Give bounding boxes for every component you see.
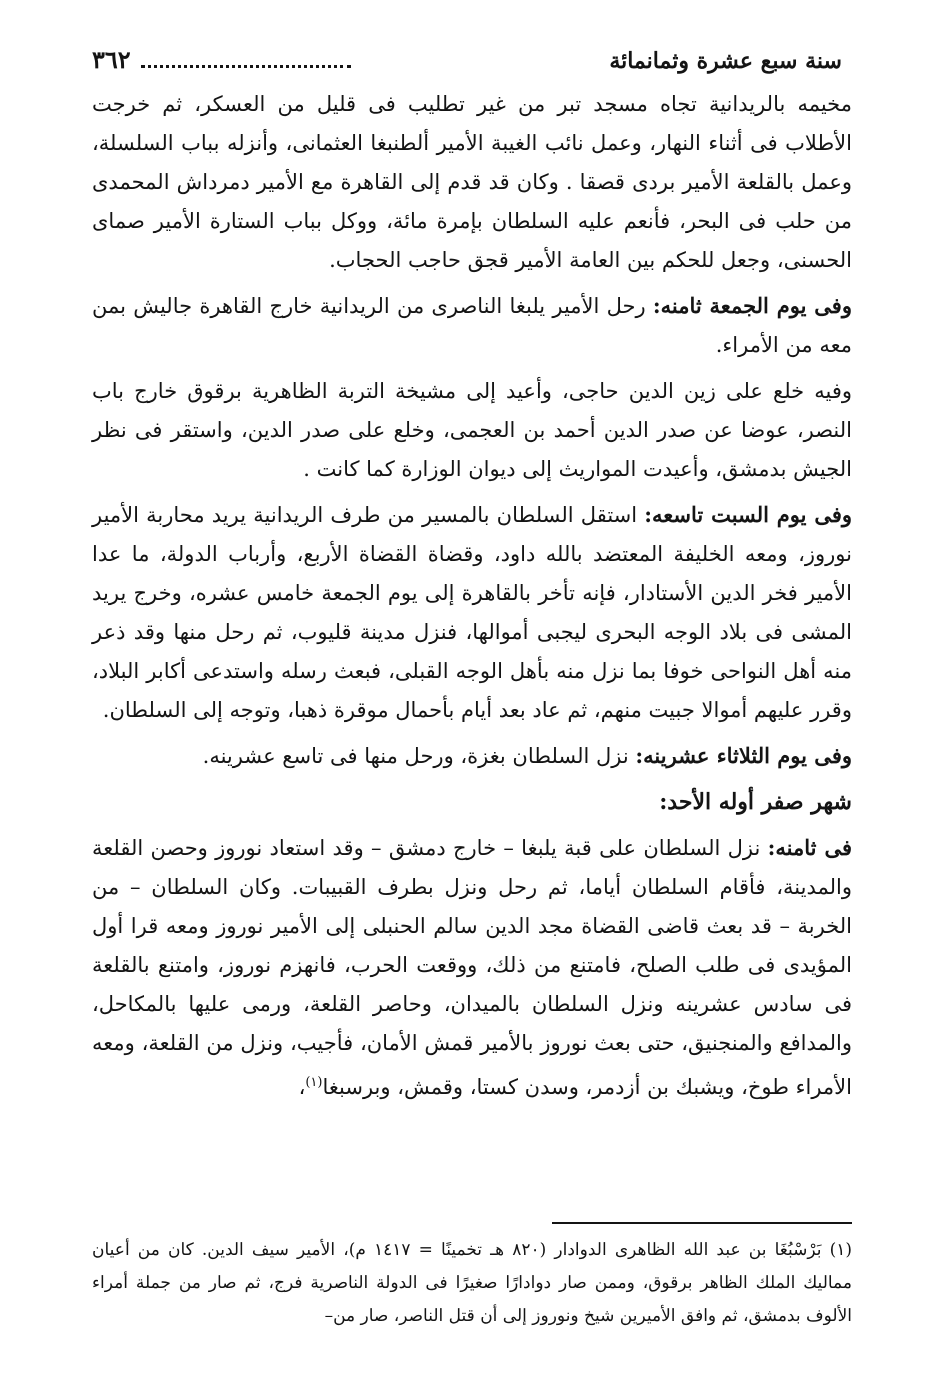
paragraph-lead: وفى يوم الثلاثاء عشرينه: [635,743,852,768]
paragraph [92,828,852,1107]
paragraph-lead: وفى يوم الجمعة ثامنه: [652,293,852,318]
paragraph-lead: وفى يوم السبت تاسعه: [644,502,852,527]
main-text [92,84,852,1107]
paragraph-text: نزل السلطان بغزة، ورحل منها فى تاسع عشرينه. [202,744,636,768]
footnotes [92,1234,852,1333]
footnote-reference[interactable]: (١) [305,1075,323,1090]
paragraph [92,495,852,730]
paragraph [92,84,852,280]
paragraph-text: وفيه خلع على زين الدين حاجى، وأعيد إلى مشيخة التربة الظاهرية برقوق خارج باب النصر، عوضا عن صدر الدين أحمد بن العجمى، وخلع على صدر الدين، واستقر فى نظر الجيش بدمشق، وأعيدت المواريث إلى ديوان الوزارة كما كانت . [92,379,852,481]
paragraph-lead: فى ثامنه: [767,835,852,860]
paragraph [92,371,852,489]
paragraph-text: مخيمه بالريدانية تجاه مسجد تبر من غير تطليب فى قليل من العسكر، ثم خرجت الأطلاب فى أثناء النهار، وعمل نائب الغيبة الأمير ألطنبغا العثمانى، وأنزله بباب السلسلة، وعمل بالقلعة الأمير بردى قصقا . وكان قد قدم إلى القاهرة مع الأمير دمرداش المحمدى من حلب فى البحر، فأنعم عليه السلطان بإمرة مائة، ووكل بباب الستارة الأمير صماى الحسنى، وجعل للحكم بين العامة الأمير قجق حاجب الحجاب. [92,92,852,272]
paragraph [92,286,852,365]
dotted-leader [141,43,351,68]
year-title: سنة سبع عشرة وثمانمائة [609,48,842,74]
footnote: (١) بَرْسْبُغَا بن عبد الله الظاهرى الدوادار (٨٢٠ هـ تخمينًا = ١٤١٧ م)، الأمير سيف الدين. كان من أعيان مماليك الملك الظاهر برقوق، وممن صار دوادارًا صغيرًا فى الدولة الناصرية فرج، ثم صار من جملة أمراء الألوف بدمشق، ثم وافق الأميرين شيخ ونوروز إلى أن قتل الناصر، صار من– [92,1240,852,1326]
paragraph-text: نزل السلطان على قبة يلبغا – خارج دمشق – وقد استعاد نوروز وحصن القلعة والمدينة، فأقام السلطان أياما، ثم رحل ونزل بطرف القبيبات. وكان السلطان – من الخربة – قد بعث قاضى القضاة مجد الدين سالم الحنبلى إلى الأمير نوروز ومعه قرا أول المؤيدى فى طلب الصلح، فامتنع من ذلك، ووقعت الحرب، فانهزم نوروز، وامتنع بالقلعة فى سادس عشرينه ونزل السلطان بالميدان، وحاصر القلعة، ورمى عليها بالمكاحل، والمدافع والمنجنيق، حتى بعث نوروز بالأمير قمش الأمان، فأجيب، ونزل من القلعة، ومعه الأمراء طوخ، ويشبك بن أزدمر، وسدن كستا، وقمش، وبرسبغا [92,836,852,1099]
footnote-divider [552,1222,852,1224]
paragraph-text: رحل الأمير يلبغا الناصرى من الريدانية خارج القاهرة جاليش بمن معه من الأمراء. [92,294,852,357]
book-page [92,40,852,1360]
paragraph [92,736,852,776]
month-heading: شهر صفر أوله الأحد: [659,789,852,815]
page-number: ٣٦٢ [92,45,131,74]
running-header-title [361,41,842,81]
paragraph-text-tail: ، [298,1075,306,1099]
paragraph-text: استقل السلطان بالمسير من طرف الريدانية يريد محاربة الأمير نوروز، ومعه الخليفة المعتضد بالله داود، وقضاة القضاة الأربع، وأرباب الدولة، ما عدا الأمير فخر الدين الأستادار، فإنه تأخر بالقاهرة إلى يوم الجمعة خامس عشره، وخرج يريد المشى فى بلاد الوجه البحرى ليجبى أموالها، فنزل مدينة قليوب، ثم رحل منها وقد ذعر منه أهل النواحى خوفا بما نزل منه بأهل الوجه القبلى، فبعث رسله واستدعى أكابر البلاد، وقرر عليهم أموالا جبيت منهم، ثم عاد بعد أيام بأحمال موقرة ذهبا، وتوجه إلى السلطان. [92,503,852,722]
running-header [92,40,852,84]
